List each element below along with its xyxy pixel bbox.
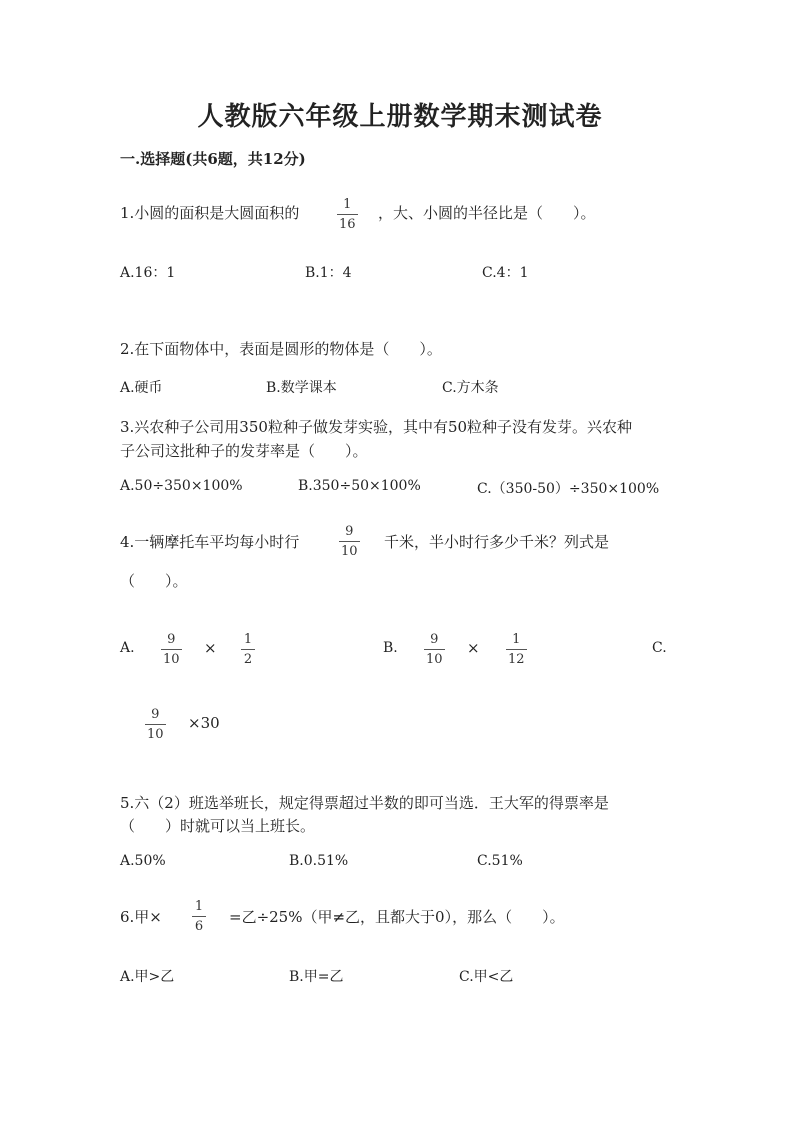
fraction-denominator: 12 bbox=[508, 652, 525, 667]
q6-fraction bbox=[192, 900, 206, 933]
q4-fraction bbox=[339, 525, 360, 558]
multiply-sign: × bbox=[467, 639, 480, 657]
q3-option-a[interactable]: A.50÷350×100% bbox=[120, 478, 243, 494]
q2-text: 2.在下面物体中，表面是圆形的物体是（ ）。 bbox=[120, 340, 442, 358]
q4-text-suffix: 千米，半小时行多少千米？列式是 bbox=[384, 533, 610, 551]
q4-option-b-fraction-2 bbox=[506, 633, 527, 666]
fraction-numerator: 1 bbox=[343, 197, 352, 212]
q4-option-b-fraction-1 bbox=[424, 633, 445, 666]
q1-option-c[interactable]: C.4：1 bbox=[482, 265, 529, 281]
q3-option-b[interactable]: B.350÷50×100% bbox=[298, 478, 421, 494]
q2-option-a[interactable]: A.硬币 bbox=[120, 380, 163, 396]
fraction-numerator: 1 bbox=[194, 899, 204, 914]
section-heading: 一.选择题(共6题，共12分) bbox=[120, 150, 306, 168]
q6-text-prefix: 6.甲× bbox=[120, 908, 162, 926]
fraction-numerator: 9 bbox=[430, 632, 439, 647]
q3-option-c[interactable]: C.（350-50）÷350×100% bbox=[477, 481, 660, 497]
fraction-denominator: 6 bbox=[194, 919, 204, 934]
q6-option-a[interactable]: A.甲>乙 bbox=[120, 969, 175, 985]
q5-option-a[interactable]: A.50% bbox=[120, 853, 166, 869]
q4-option-c-fraction bbox=[145, 708, 166, 741]
page-title: 人教版六年级上册数学期末测试卷 bbox=[197, 102, 603, 132]
q4-option-a-label[interactable]: A. bbox=[120, 640, 135, 656]
q3-text-line2: 子公司这批种子的发芽率是（ ）。 bbox=[120, 442, 368, 460]
q1-option-b[interactable]: B.1：4 bbox=[305, 265, 352, 281]
fraction-denominator: 10 bbox=[147, 727, 164, 742]
multiply-sign: × bbox=[204, 639, 217, 657]
fraction-numerator: 9 bbox=[345, 524, 354, 539]
q5-text-line1: 5.六（2）班选举班长，规定得票超过半数的即可当选．王大军的得票率是 bbox=[120, 794, 609, 812]
q1-text-prefix: 1.小圆的面积是大圆面积的 bbox=[120, 204, 300, 222]
q4-option-b-label[interactable]: B. bbox=[383, 640, 398, 656]
fraction-numerator: 9 bbox=[151, 707, 160, 722]
q3-text-line1: 3.兴农种子公司用350粒种子做发芽实验，其中有50粒种子没有发芽。兴农种 bbox=[120, 418, 633, 436]
fraction-denominator: 2 bbox=[243, 652, 253, 667]
q2-option-c[interactable]: C.方木条 bbox=[442, 380, 499, 396]
q1-fraction bbox=[337, 198, 358, 231]
fraction-numerator: 1 bbox=[512, 632, 521, 647]
q6-option-c[interactable]: C.甲<乙 bbox=[459, 969, 514, 985]
fraction-denominator: 10 bbox=[341, 544, 358, 559]
q6-option-b[interactable]: B.甲=乙 bbox=[289, 969, 344, 985]
q4-option-c-tail: ×30 bbox=[188, 714, 220, 732]
fraction-denominator: 10 bbox=[426, 652, 443, 667]
q4-option-a-fraction-2 bbox=[241, 633, 255, 666]
fraction-numerator: 9 bbox=[167, 632, 176, 647]
q2-option-b[interactable]: B.数学课本 bbox=[266, 380, 337, 396]
fraction-denominator: 16 bbox=[339, 217, 356, 232]
q1-text-suffix: ，大、小圆的半径比是（ ）。 bbox=[378, 204, 596, 222]
fraction-numerator: 1 bbox=[243, 632, 253, 647]
q4-text-line2: （ ）。 bbox=[120, 572, 188, 590]
q1-option-a[interactable]: A.16：1 bbox=[120, 265, 176, 281]
q5-text-line2: （ ）时就可以当上班长。 bbox=[120, 817, 316, 835]
fraction-denominator: 10 bbox=[163, 652, 180, 667]
q5-option-b[interactable]: B.0.51% bbox=[289, 853, 349, 869]
q4-option-a-fraction-1 bbox=[161, 633, 182, 666]
q5-option-c[interactable]: C.51% bbox=[477, 853, 523, 869]
q6-text-suffix: =乙÷25%（甲≠乙，且都大于0），那么（ ）。 bbox=[229, 908, 565, 926]
q4-option-c-label[interactable]: C. bbox=[652, 640, 667, 656]
q4-text-prefix: 4.一辆摩托车平均每小时行 bbox=[120, 533, 300, 551]
